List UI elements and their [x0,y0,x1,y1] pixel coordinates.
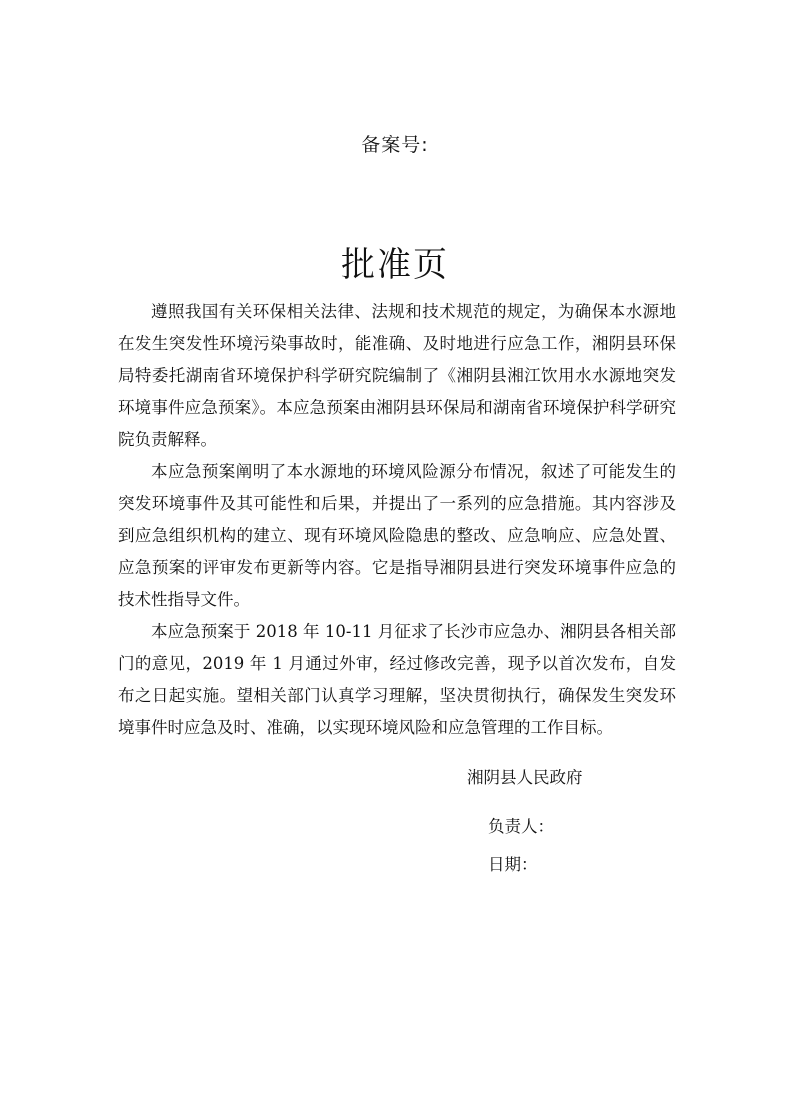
signature-organization: 湘阴县人民政府 [467,768,583,787]
page-title: 批准页 [341,245,449,285]
signature-date-label: 日期： [488,855,538,874]
record-number-label: 备案号: [361,134,429,156]
body-text [118,296,676,744]
paragraph-3: 本应急预案于 2018 年 10-11 月征求了长沙市应急办、湘阴县各相关部门的意见，2019 年 1 月通过外审，经过修改完善，现予以首次发布，自发布之日起实施。望相关部门认真学习理解，坚决贯彻执行，确保发生突发环境事件时应急及时、准确，以实现环境风险和应急管理的工作目标。 [118,622,676,737]
paragraph-1: 遵照我国有关环保相关法律、法规和技术规范的规定，为确保本水源地在发生突发性环境污染事故时，能准确、及时地进行应急工作，湘阴县环保局特委托湖南省环境保护科学研究院编制了《湘阴县湘江饮用水水源地突发环境事件应急预案》。本应急预案由湘阴县环保局和湖南省环境保护科学研究院负责解释。 [118,302,676,449]
signature-person-label: 负责人： [488,817,554,836]
paragraph-2: 本应急预案阐明了本水源地的环境风险源分布情况，叙述了可能发生的突发环境事件及其可能性和后果，并提出了一系列的应急措施。其内容涉及到应急组织机构的建立、现有环境风险隐患的整改、应急响应、应急处置、应急预案的评审发布更新等内容。它是指导湘阴县进行突发环境事件应急的技术性指导文件。 [118,462,676,609]
